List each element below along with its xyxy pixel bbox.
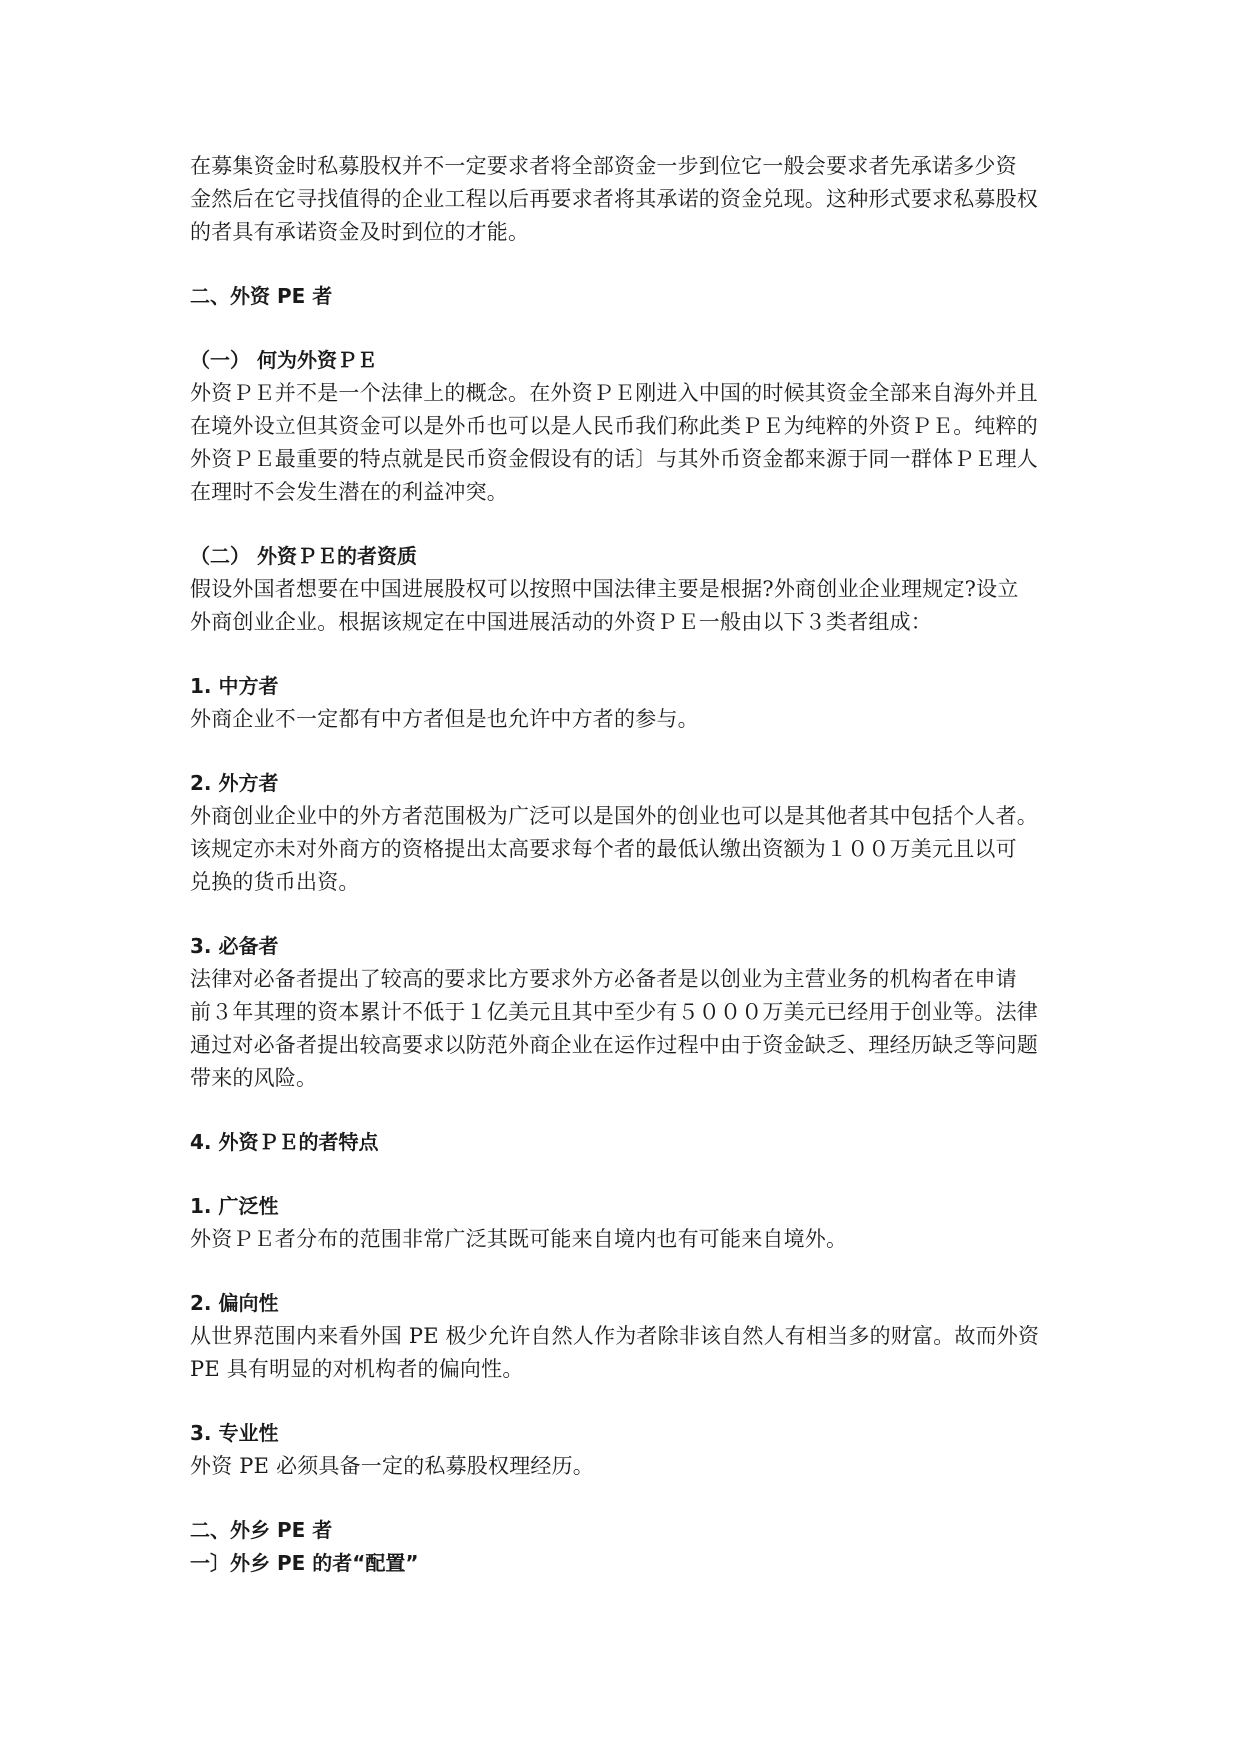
subsection-heading: 一〕外乡 PE 的者“配置” <box>190 1551 419 1575</box>
paragraph-line: 外资ＰＥ最重要的特点就是民币资金假设有的话〕与其外币资金都来源于同一群体ＰＥ理人 <box>190 447 1038 471</box>
trait-paragraph <box>190 1320 1070 1386</box>
subsection-heading: （二） 外资ＰＥ的者资质 <box>190 544 417 568</box>
paragraph-line: 外资 PE 必须具备一定的私募股权理经历。 <box>190 1454 595 1478</box>
item-paragraph <box>190 800 1070 899</box>
paragraph-line: 在境外设立但其资金可以是外币也可以是人民币我们称此类ＰＥ为纯粹的外资ＰＥ。纯粹的 <box>190 414 1038 438</box>
paragraph-line: 外商企业不一定都有中方者但是也允许中方者的参与。 <box>190 707 699 731</box>
trait-paragraph <box>190 1450 1070 1483</box>
paragraph-line: 外资ＰＥ并不是一个法律上的概念。在外资ＰＥ刚进入中国的时候其资金全部来自海外并且 <box>190 381 1038 405</box>
paragraph-line: 外商创业企业。根据该规定在中国进展活动的外资ＰＥ一般由以下３类者组成： <box>190 610 932 634</box>
paragraph-line: 该规定亦未对外商方的资格提出太高要求每个者的最低认缴出资额为１００万美元且以可 <box>190 837 1017 861</box>
subsection-paragraph <box>190 377 1070 509</box>
paragraph-line: 从世界范围内来看外国 PE 极少允许自然人作为者除非该自然人有相当多的财富。故而外资 <box>190 1324 1040 1348</box>
section-heading: 二、外乡 PE 者 <box>190 1518 333 1542</box>
paragraph-line: 外商创业企业中的外方者范围极为广泛可以是国外的创业也可以是其他者其中包括个人者。 <box>190 804 1038 828</box>
item-paragraph <box>190 703 1070 736</box>
trait-paragraph <box>190 1223 1070 1256</box>
item-heading: 4. 外资ＰＥ的者特点 <box>190 1130 379 1154</box>
paragraph-line: 外资ＰＥ者分布的范围非常广泛其既可能来自境内也有可能来自境外。 <box>190 1227 848 1251</box>
paragraph-line: 在募集资金时私募股权并不一定要求者将全部资金一步到位它一般会要求者先承诺多少资 <box>190 154 1017 178</box>
paragraph-line: 假设外国者想要在中国进展股权可以按照中国法律主要是根据?外商创业企业理规定?设立 <box>190 577 1019 601</box>
item-paragraph <box>190 963 1070 1095</box>
subsection-heading: （一） 何为外资ＰＥ <box>190 348 377 372</box>
item-heading: 3. 必备者 <box>190 934 279 958</box>
trait-heading: 1. 广泛性 <box>190 1194 279 1218</box>
item-heading: 2. 外方者 <box>190 771 279 795</box>
subsection-paragraph <box>190 573 1070 639</box>
paragraph-line: 通过对必备者提出较高要求以防范外商企业在运作过程中由于资金缺乏、理经历缺乏等问题 <box>190 1033 1038 1057</box>
trait-heading: 2. 偏向性 <box>190 1291 279 1315</box>
paragraph-line: 兑换的货币出资。 <box>190 870 360 894</box>
paragraph-line: 金然后在它寻找值得的企业工程以后再要求者将其承诺的资金兑现。这种形式要求私募股权 <box>190 187 1038 211</box>
item-heading: 1. 中方者 <box>190 674 279 698</box>
section-heading: 二、外资 PE 者 <box>190 284 333 308</box>
paragraph-line: 前３年其理的资本累计不低于１亿美元且其中至少有５０００万美元已经用于创业等。法律 <box>190 1000 1038 1024</box>
paragraph-line: PE 具有明显的对机构者的偏向性。 <box>190 1357 524 1381</box>
document-page <box>190 150 1070 1580</box>
paragraph-line: 带来的风险。 <box>190 1066 318 1090</box>
paragraph-line: 在理时不会发生潜在的利益冲突。 <box>190 480 508 504</box>
paragraph-line: 法律对必备者提出了较高的要求比方要求外方必备者是以创业为主营业务的机构者在申请 <box>190 967 1017 991</box>
trait-heading: 3. 专业性 <box>190 1421 279 1445</box>
paragraph-line: 的者具有承诺资金及时到位的才能。 <box>190 220 530 244</box>
intro-paragraph <box>190 150 1070 249</box>
